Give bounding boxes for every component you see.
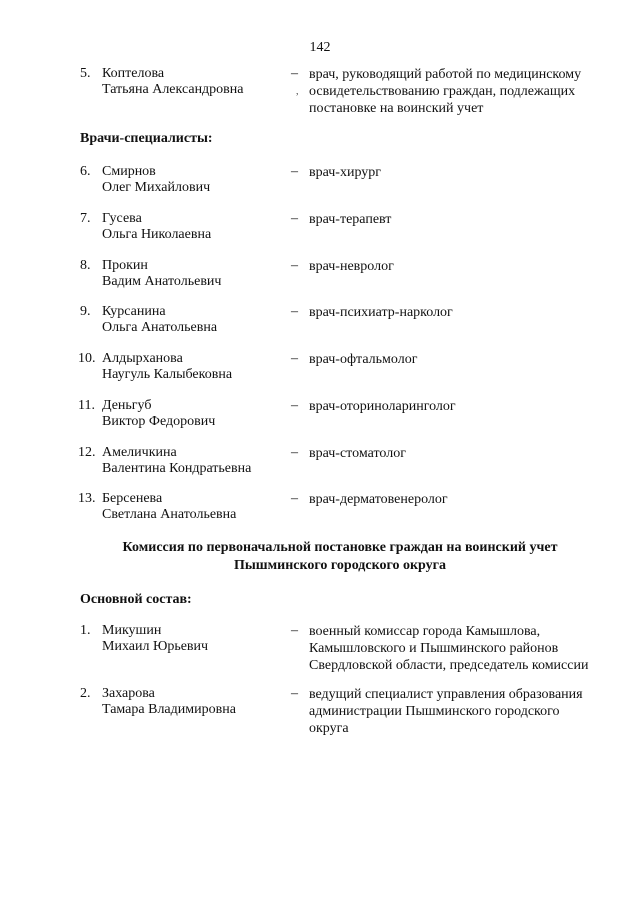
section-heading-main: Основной состав:: [80, 592, 192, 607]
item-number: 12.: [78, 445, 96, 460]
role-description: [309, 623, 588, 674]
surname: Смирнов: [102, 164, 156, 179]
role-line: Свердловской области, председатель комиссии: [309, 658, 589, 673]
role-description: врач-дерматовенеролог: [309, 492, 448, 507]
item-number: 5.: [80, 66, 91, 81]
role-line: врач, руководящий работой по медицинскому: [309, 67, 582, 82]
role-description: врач-стоматолог: [309, 446, 406, 461]
given-names: Тамара Владимировна: [102, 702, 236, 717]
dash: –: [291, 686, 298, 701]
given-names: Валентина Кондратьевна: [102, 461, 252, 476]
person-name: [102, 258, 221, 290]
surname: Деньгуб: [102, 398, 152, 413]
section-heading-specialists: Врачи-специалисты:: [80, 131, 213, 146]
dash: –: [291, 164, 298, 179]
surname: Курсанина: [102, 304, 166, 319]
given-names: Ольга Николаевна: [102, 227, 212, 242]
person-name: [102, 686, 236, 718]
role-line: военный комиссар города Камышлова,: [309, 624, 541, 639]
dash: –: [291, 304, 298, 319]
person-name: [102, 491, 236, 523]
person-name: [102, 623, 208, 655]
given-names: Вадим Анатольевич: [102, 274, 222, 289]
scan-mark: ,: [296, 86, 299, 97]
role-line: ведущий специалист управления образования: [309, 687, 583, 702]
item-number: 2.: [80, 686, 91, 701]
item-number: 1.: [80, 623, 91, 638]
person-name: [102, 304, 217, 336]
given-names: Виктор Федорович: [102, 414, 216, 429]
person-name: [102, 445, 251, 477]
dash: –: [291, 623, 298, 638]
person-name: [102, 398, 215, 430]
role-description: врач-хирург: [309, 165, 382, 180]
commission-heading: [0, 539, 640, 575]
dash: –: [291, 398, 298, 413]
surname: Прокин: [102, 258, 148, 273]
item-number: 11.: [78, 398, 95, 413]
given-names: Олег Михайлович: [102, 180, 211, 195]
surname: Микушин: [102, 623, 162, 638]
item-number: 8.: [80, 258, 91, 273]
item-number: 9.: [80, 304, 91, 319]
item-number: 7.: [80, 211, 91, 226]
dash: –: [291, 211, 298, 226]
person-name: [102, 211, 211, 243]
person-name: [102, 66, 244, 98]
dash: –: [291, 258, 298, 273]
dash: –: [291, 491, 298, 506]
surname: Алдырханова: [102, 351, 183, 366]
surname: Берсенева: [102, 491, 163, 506]
role-description: врач-терапевт: [309, 212, 392, 227]
given-names: Светлана Анатольевна: [102, 507, 237, 522]
commission-heading-line: Комиссия по первоначальной постановке граждан на воинский учет: [122, 540, 558, 555]
page-number: 142: [309, 40, 331, 55]
dash: –: [291, 66, 298, 81]
item-number: 13.: [78, 491, 96, 506]
commission-heading-line: Пышминского городского округа: [233, 558, 447, 573]
surname: Захарова: [102, 686, 155, 701]
role-line: освидетельствованию граждан, подлежащих: [309, 84, 576, 99]
role-line: округа: [309, 721, 349, 736]
given-names: Наугуль Калыбековна: [102, 367, 233, 382]
role-description: [309, 66, 581, 117]
surname: Коптелова: [102, 66, 165, 81]
role-description: врач-оториноларинголог: [309, 399, 456, 414]
surname: Гусева: [102, 211, 142, 226]
person-name: [102, 164, 210, 196]
person-name: [102, 351, 232, 383]
role-description: [309, 686, 583, 737]
surname: Амеличкина: [102, 445, 177, 460]
role-line: администрации Пышминского городского: [309, 704, 560, 719]
item-number: 10.: [78, 351, 96, 366]
item-number: 6.: [80, 164, 91, 179]
given-names: Михаил Юрьевич: [102, 639, 209, 654]
role-description: врач-невролог: [309, 259, 394, 274]
role-description: врач-психиатр-нарколог: [309, 305, 453, 320]
given-names: Татьяна Александровна: [102, 82, 244, 97]
given-names: Ольга Анатольевна: [102, 320, 218, 335]
dash: –: [291, 351, 298, 366]
dash: –: [291, 445, 298, 460]
role-line: Камышловского и Пышминского районов: [309, 641, 559, 656]
role-description: врач-офтальмолог: [309, 352, 418, 367]
role-line: постановке на воинский учет: [309, 101, 484, 116]
